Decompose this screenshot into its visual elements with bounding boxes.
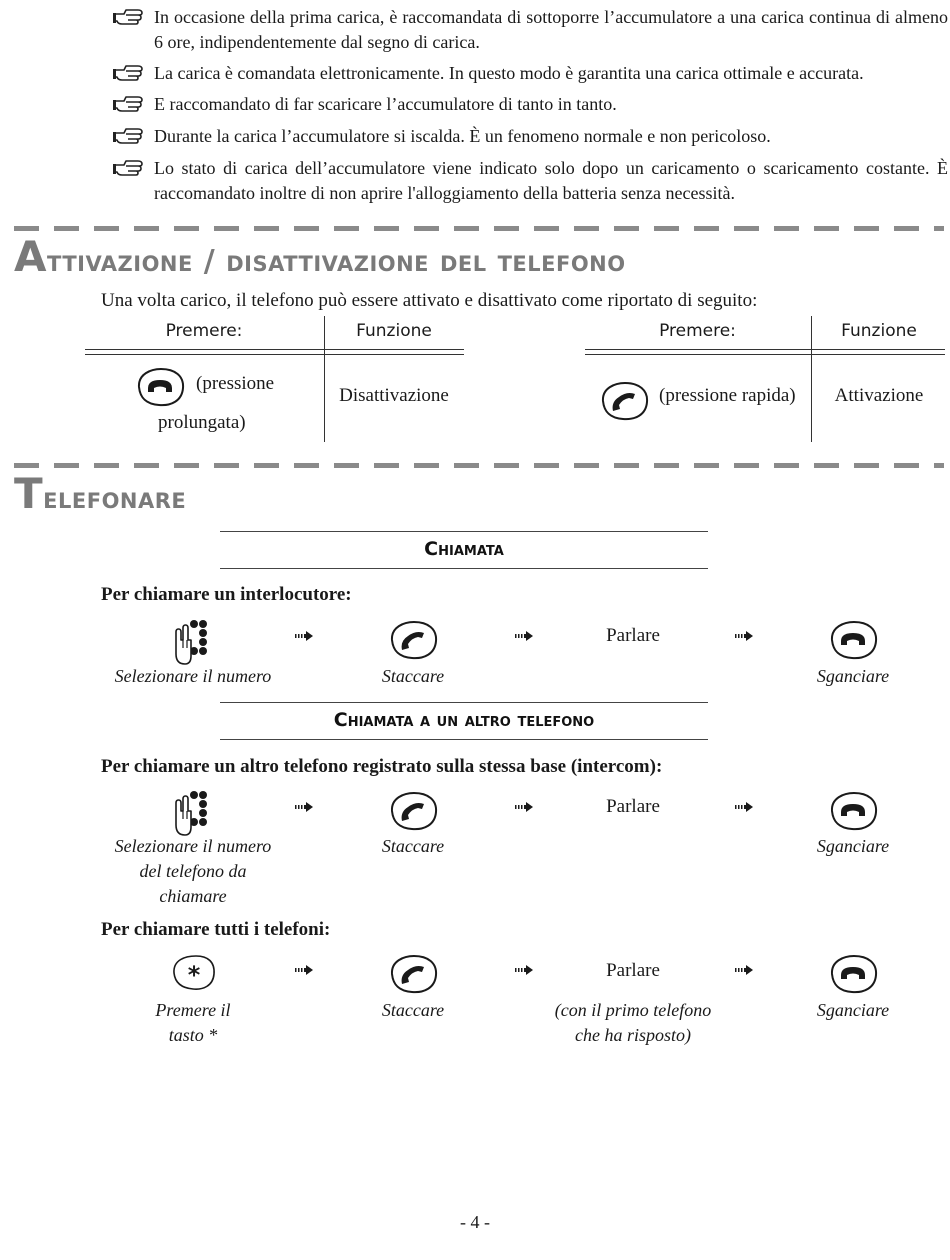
- step-heading: Per chiamare un interlocutore:: [101, 584, 352, 605]
- dashed-divider: [14, 226, 944, 231]
- arrow-right-icon: [735, 631, 753, 641]
- arrow-right-icon: [295, 631, 313, 641]
- subsection-chiamata-altro: Chiamata a un altro telefono: [220, 702, 708, 740]
- table-divider: [811, 316, 812, 442]
- end-call-key-icon: [826, 790, 880, 832]
- table-header-funzione: Funzione: [356, 321, 432, 341]
- keypad-icon: [172, 789, 216, 837]
- table-header-premere: Premere:: [659, 321, 736, 341]
- pointing-hand-icon: [112, 93, 146, 113]
- bullet-text: E raccomandato di far scaricare l’accumulatore di tanto in tanto.: [154, 94, 617, 114]
- section-title-attivazione: [14, 232, 626, 281]
- bullet-text: In occasione della prima carica, è raccomandata di sottoporre l’accumulatore a una carica continua di almeno 6 ore, indipendentemente dal segno di carica.: [154, 7, 948, 52]
- table-rule: [85, 354, 464, 355]
- end-call-key-icon: [826, 953, 880, 995]
- arrow-right-icon: [515, 802, 533, 812]
- section-title-telefonare: [14, 469, 186, 518]
- step-note: che ha risposto): [575, 1025, 691, 1045]
- end-call-key-icon: [826, 619, 880, 661]
- keypad-icon: [172, 618, 216, 666]
- subsection-chiamata: Chiamata: [220, 531, 708, 569]
- step-caption: Parlare: [606, 625, 660, 646]
- step-caption: Selezionare il numero: [114, 836, 272, 856]
- table-header-funzione: Funzione: [841, 321, 917, 341]
- step-caption: del telefono da: [139, 861, 247, 881]
- step-caption: Sganciare: [816, 836, 890, 856]
- step-caption: chiamare: [159, 886, 227, 906]
- bullet-text: Lo stato di carica dell’accumulatore viene indicato solo dopo un caricamento o scaricamento costante. È raccomandato inoltre di non aprire l'alloggiamento della batteria senza necessità.: [154, 158, 948, 203]
- step-heading: Per chiamare un altro telefono registrato sulla stessa base (intercom):: [101, 756, 663, 777]
- step-heading: Per chiamare tutti i telefoni:: [101, 919, 331, 940]
- table-rule: [585, 349, 945, 350]
- function-off: Disattivazione: [339, 385, 449, 406]
- table-header-premere: Premere:: [165, 321, 243, 341]
- step-caption: tasto *: [168, 1025, 218, 1045]
- step-caption: Sganciare: [816, 1000, 890, 1020]
- arrow-right-icon: [515, 965, 533, 975]
- end-call-key-icon: [133, 366, 187, 408]
- step-note: (con il primo telefono: [554, 1000, 712, 1020]
- step-caption: Sganciare: [816, 666, 890, 686]
- arrow-right-icon: [735, 965, 753, 975]
- pointing-hand-icon: [112, 125, 146, 145]
- pointing-hand-icon: [112, 157, 146, 177]
- table-rule: [85, 349, 464, 350]
- function-on: Attivazione: [834, 385, 924, 406]
- pointing-hand-icon: [112, 62, 146, 82]
- call-key-icon: [386, 790, 440, 832]
- call-key-icon: [386, 619, 440, 661]
- step-caption: Staccare: [381, 666, 445, 686]
- arrow-right-icon: [295, 802, 313, 812]
- title-rest: elefonare: [43, 481, 187, 516]
- step-caption: Parlare: [606, 960, 660, 981]
- table-divider: [324, 316, 325, 442]
- step-caption: Staccare: [381, 836, 445, 856]
- title-rest: ttivazione / disattivazione del telefono: [47, 244, 626, 279]
- press-long-line2: prolungata): [158, 412, 246, 433]
- page-number: - 4 -: [460, 1212, 490, 1232]
- arrow-right-icon: [735, 802, 753, 812]
- step-caption: Selezionare il numero: [114, 666, 272, 686]
- bullet-text: La carica è comandata elettronicamente. In questo modo è garantita una carica ottimale e accurata.: [154, 63, 864, 83]
- arrow-right-icon: [295, 965, 313, 975]
- dashed-divider: [14, 463, 944, 468]
- call-key-icon: [597, 380, 651, 422]
- press-short: (pressione rapida): [659, 385, 796, 406]
- pointing-hand-icon: [112, 6, 146, 26]
- step-caption: Premere il: [155, 1000, 231, 1020]
- title-initial: A: [14, 232, 48, 281]
- bullet-text: Durante la carica l’accumulatore si iscalda. È un fenomeno normale e non pericoloso.: [154, 126, 771, 146]
- title-initial: T: [14, 469, 44, 518]
- call-key-icon: [386, 953, 440, 995]
- intro-text: Una volta carico, il telefono può essere attivato e disattivato come riportato di seguito:: [101, 290, 758, 311]
- arrow-right-icon: [515, 631, 533, 641]
- step-caption: Parlare: [606, 796, 660, 817]
- step-caption: Staccare: [381, 1000, 445, 1020]
- table-rule: [585, 354, 945, 355]
- press-long-line1: (pressione: [196, 373, 275, 394]
- star-key-icon: [169, 953, 219, 993]
